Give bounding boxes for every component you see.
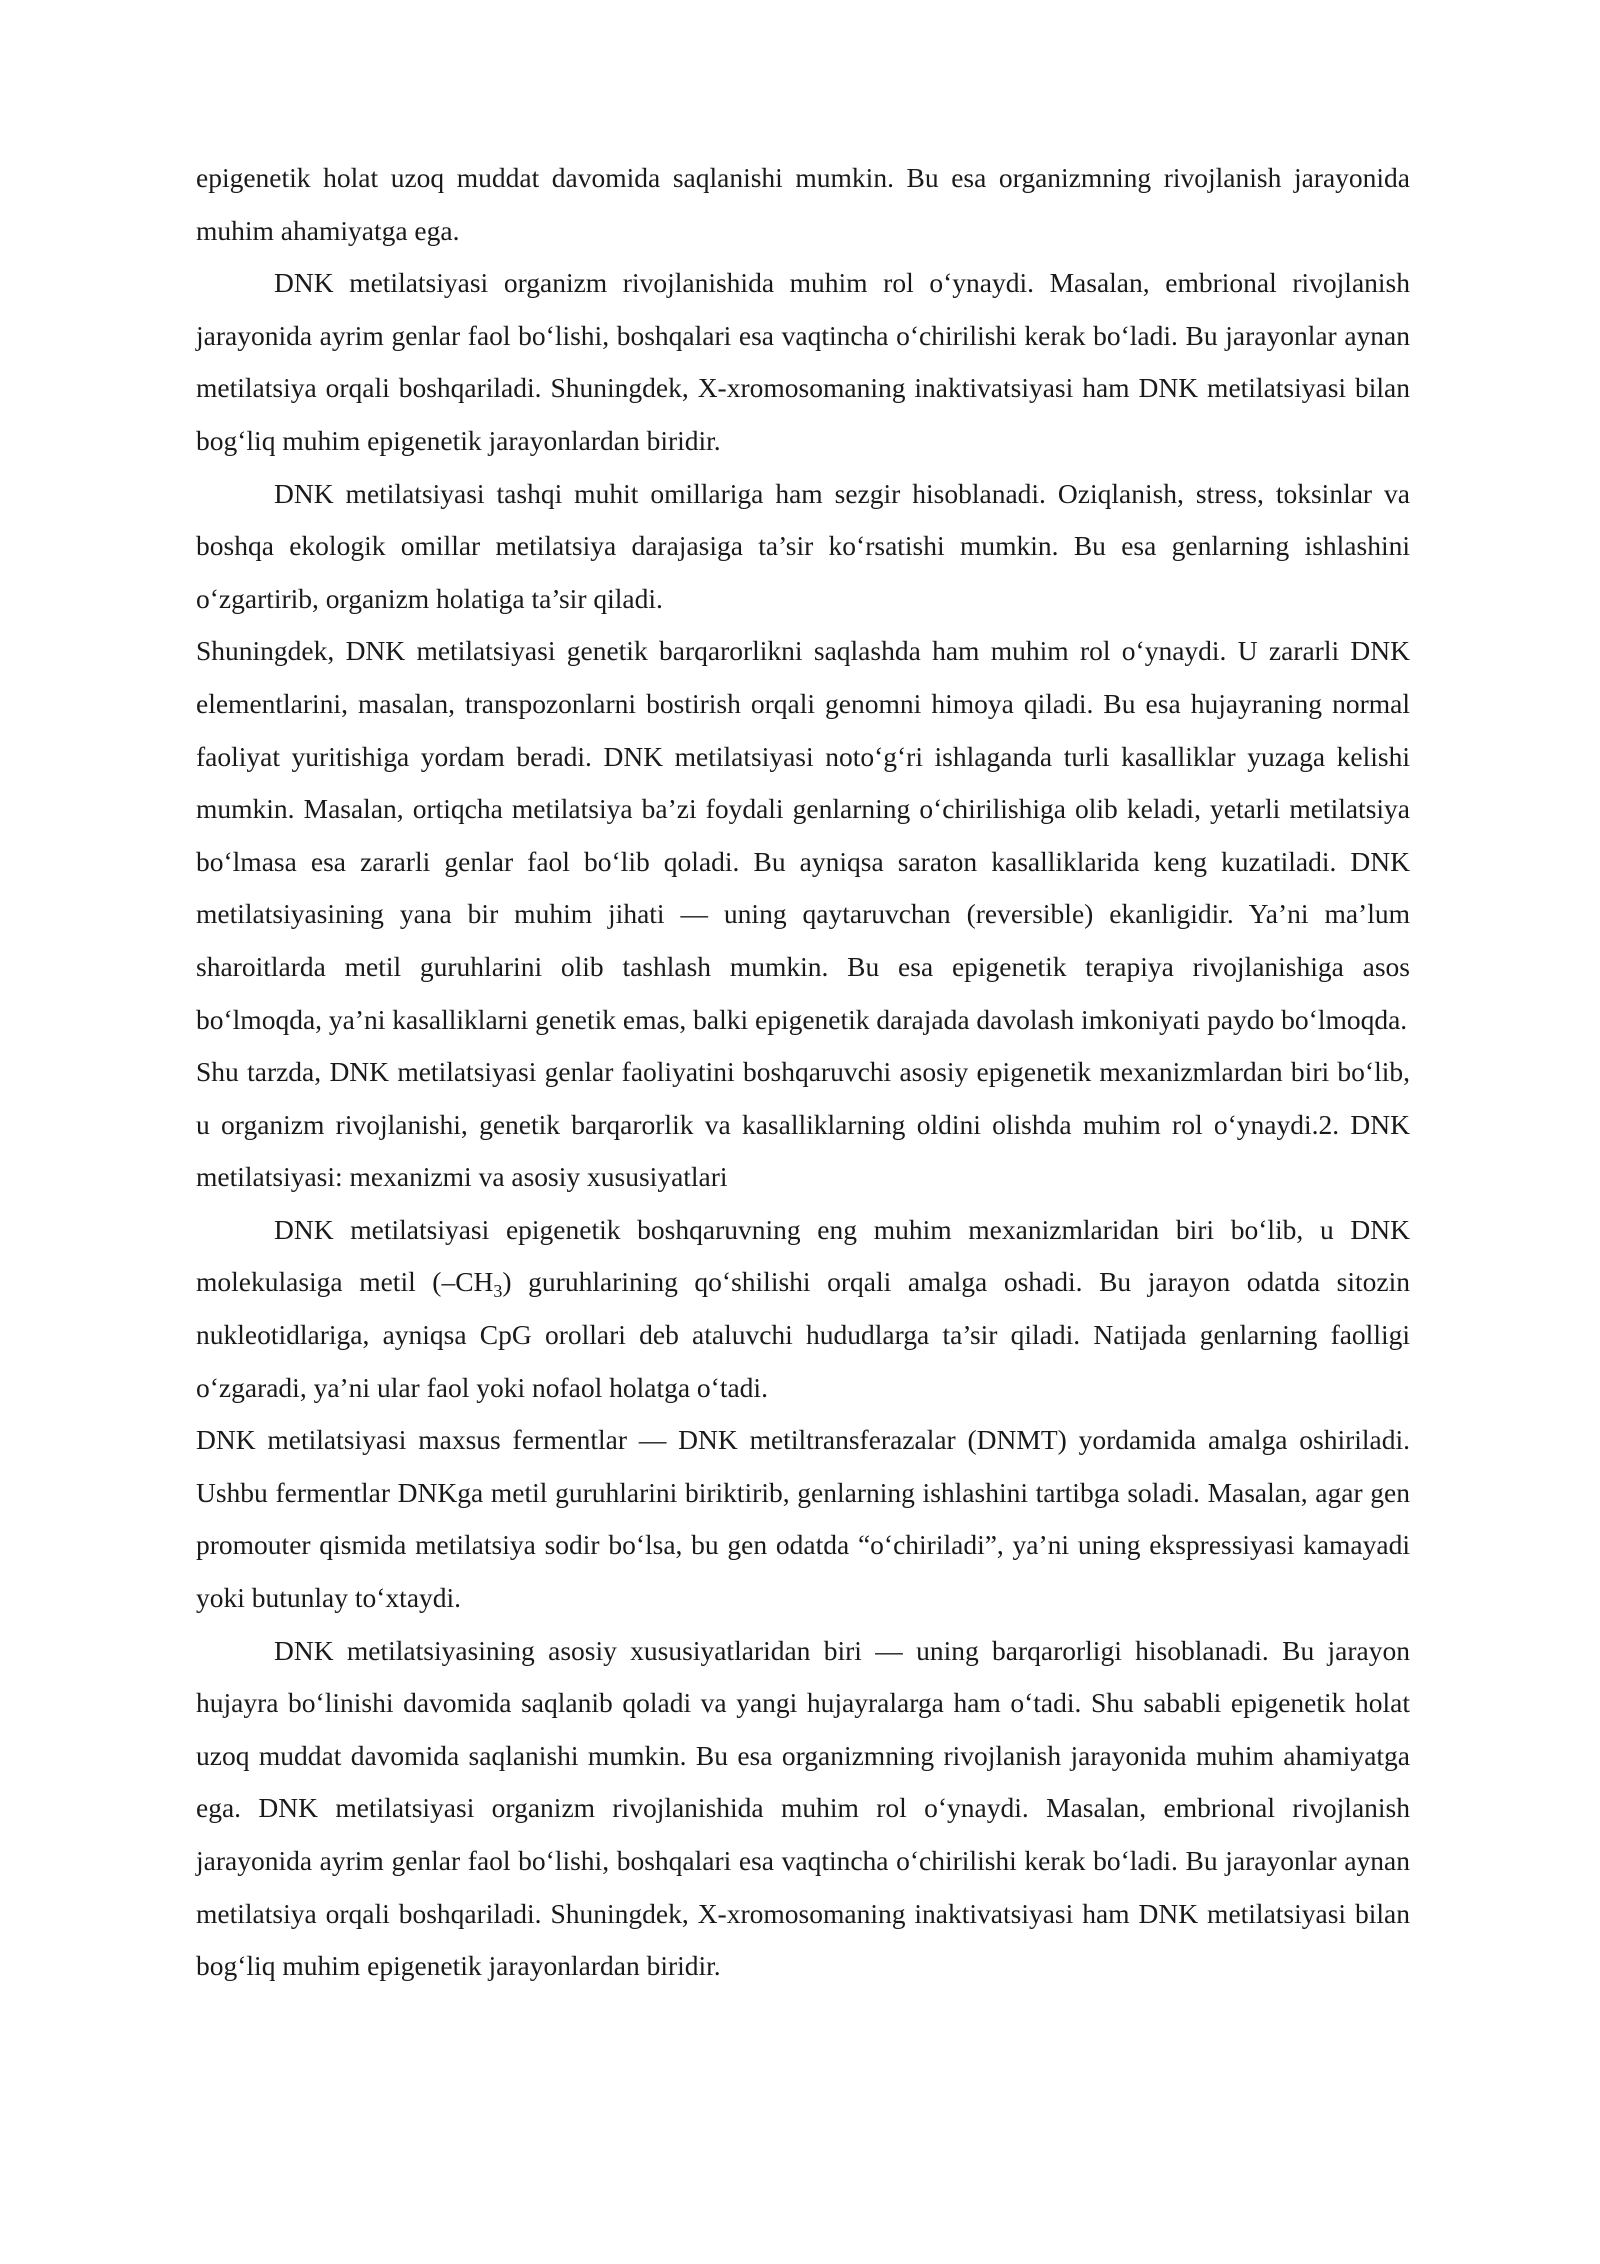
mechanism-text-before: DNK metilatsiyasi epigenetik boshqaruvning eng muhim mexanizmlaridan biri bo‘lib, u DNK molekulasiga metil (–CH [196, 1213, 1410, 1298]
paragraph-genetic-stability: Shuningdek, DNK metilatsiyasi genetik barqarorlikni saqlashda ham muhim rol o‘ynaydi. U zararli DNK elementlarini, masalan, transpozonlarni bostirish orqali genomni himoya qiladi. Bu esa hujayraning normal faoliyat yuritishiga yordam beradi. DNK metilatsiyasi noto‘g‘ri ishlaganda turli kasalliklar yuzaga kelishi mumkin. Masalan, ortiqcha metilatsiya ba’zi foydali genlarning o‘chirilishiga olib keladi, yetarli metilatsiya bo‘lmasa esa zararli genlar faol bo‘lib qoladi. Bu ayniqsa saraton kasalliklarida keng kuzatiladi. DNK metilatsiyasining yana bir muhim jihati — uning qaytaruvchan (reversible) ekanligidir. Ya’ni ma’lum sharoitlarda metil guruhlarini olib tashlash mumkin. Bu esa epigenetik terapiya rivojlanishiga asos bo‘lmoqda, ya’ni kasalliklarni genetik emas, balki epigenetik darajada davolash imkoniyati paydo bo‘lmoqda. [196, 635, 1410, 1035]
paragraph-dnmt-enzymes: DNK metilatsiyasi maxsus fermentlar — DNK metiltransferazalar (DNMT) yordamida amalga oshiriladi. Ushbu fermentlar DNKga metil guruhlarini biriktirib, genlarning ishlashini tartibga soladi. Masalan, agar gen promouter qismida metilatsiya sodir bo‘lsa, bu gen odatda “o‘chiriladi”, ya’ni uning ekspressiyasi kamayadi yoki butunlay to‘xtaydi. [196, 1424, 1410, 1614]
paragraph-development-role: DNK metilatsiyasi organizm rivojlanishida muhim rol o‘ynaydi. Masalan, embrional rivojlanish jarayonida ayrim genlar faol bo‘lishi, boshqalari esa vaqtincha o‘chirilishi kerak bo‘ladi. Bu jarayonlar aynan metilatsiya orqali boshqariladi. Shuningdek, X-xromosomaning inaktivatsiyasi ham DNK metilatsiyasi bilan bog‘liq muhim epigenetik jarayonlardan biridir. [196, 267, 1410, 456]
mechanism-text-after: ) guruhlarining qo‘shilishi orqali amalga oshadi. Bu jarayon odatda sitozin nukleotidlariga, ayniqsa CpG orollari deb ataluvchi hududlarga ta’sir qiladi. Natijada genlarning faolligi o‘zgaradi, ya’ni ular faol yoki nofaol holatga o‘tadi. [196, 1266, 1410, 1403]
paragraph-environment-factors: DNK metilatsiyasi tashqi muhit omillariga ham sezgir hisoblanadi. Oziqlanish, stress, toksinlar va boshqa ekologik omillar metilatsiya darajasiga ta’sir ko‘rsatishi mumkin. Bu esa genlarning ishlashini o‘zgartirib, organizm holatiga ta’sir qiladi. [196, 477, 1410, 614]
paragraph-stability-features: DNK metilatsiyasining asosiy xususiyatlaridan biri — uning barqarorligi hisoblanadi. Bu jarayon hujayra bo‘linishi davomida saqlanib qoladi va yangi hujayralarga ham o‘tadi. Shu sababli epigenetik holat uzoq muddat davomida saqlanishi mumkin. Bu esa organizmning rivojlanish jarayonida muhim ahamiyatga ega. DNK metilatsiyasi organizm rivojlanishida muhim rol o‘ynaydi. Masalan, embrional rivojlanish jarayonida ayrim genlar faol bo‘lishi, boshqalari esa vaqtincha o‘chirilishi kerak bo‘ladi. Bu jarayonlar aynan metilatsiya orqali boshqariladi. Shuningdek, X-xromosomaning inaktivatsiyasi ham DNK metilatsiyasi bilan bog‘liq muhim epigenetik jarayonlardan biridir. [196, 1634, 1410, 1982]
paragraph-continuation: epigenetik holat uzoq muddat davomida saqlanishi mumkin. Bu esa organizmning rivojlanish jarayonida muhim ahamiyatga ega. [196, 162, 1410, 246]
paragraph-summary-and-section-heading: Shu tarzda, DNK metilatsiyasi genlar faoliyatini boshqaruvchi asosiy epigenetik mexanizmlardan biri bo‘lib, u organizm rivojlanishi, genetik barqarorlik va kasalliklarning oldini olishda muhim rol o‘ynaydi.2. DNK metilatsiyasi: mexanizmi va asosiy xususiyatlari [196, 1056, 1410, 1193]
document-page [196, 152, 1410, 1993]
paragraph-mechanism [196, 1204, 1410, 1414]
methyl-subscript: 3 [493, 1281, 503, 1302]
